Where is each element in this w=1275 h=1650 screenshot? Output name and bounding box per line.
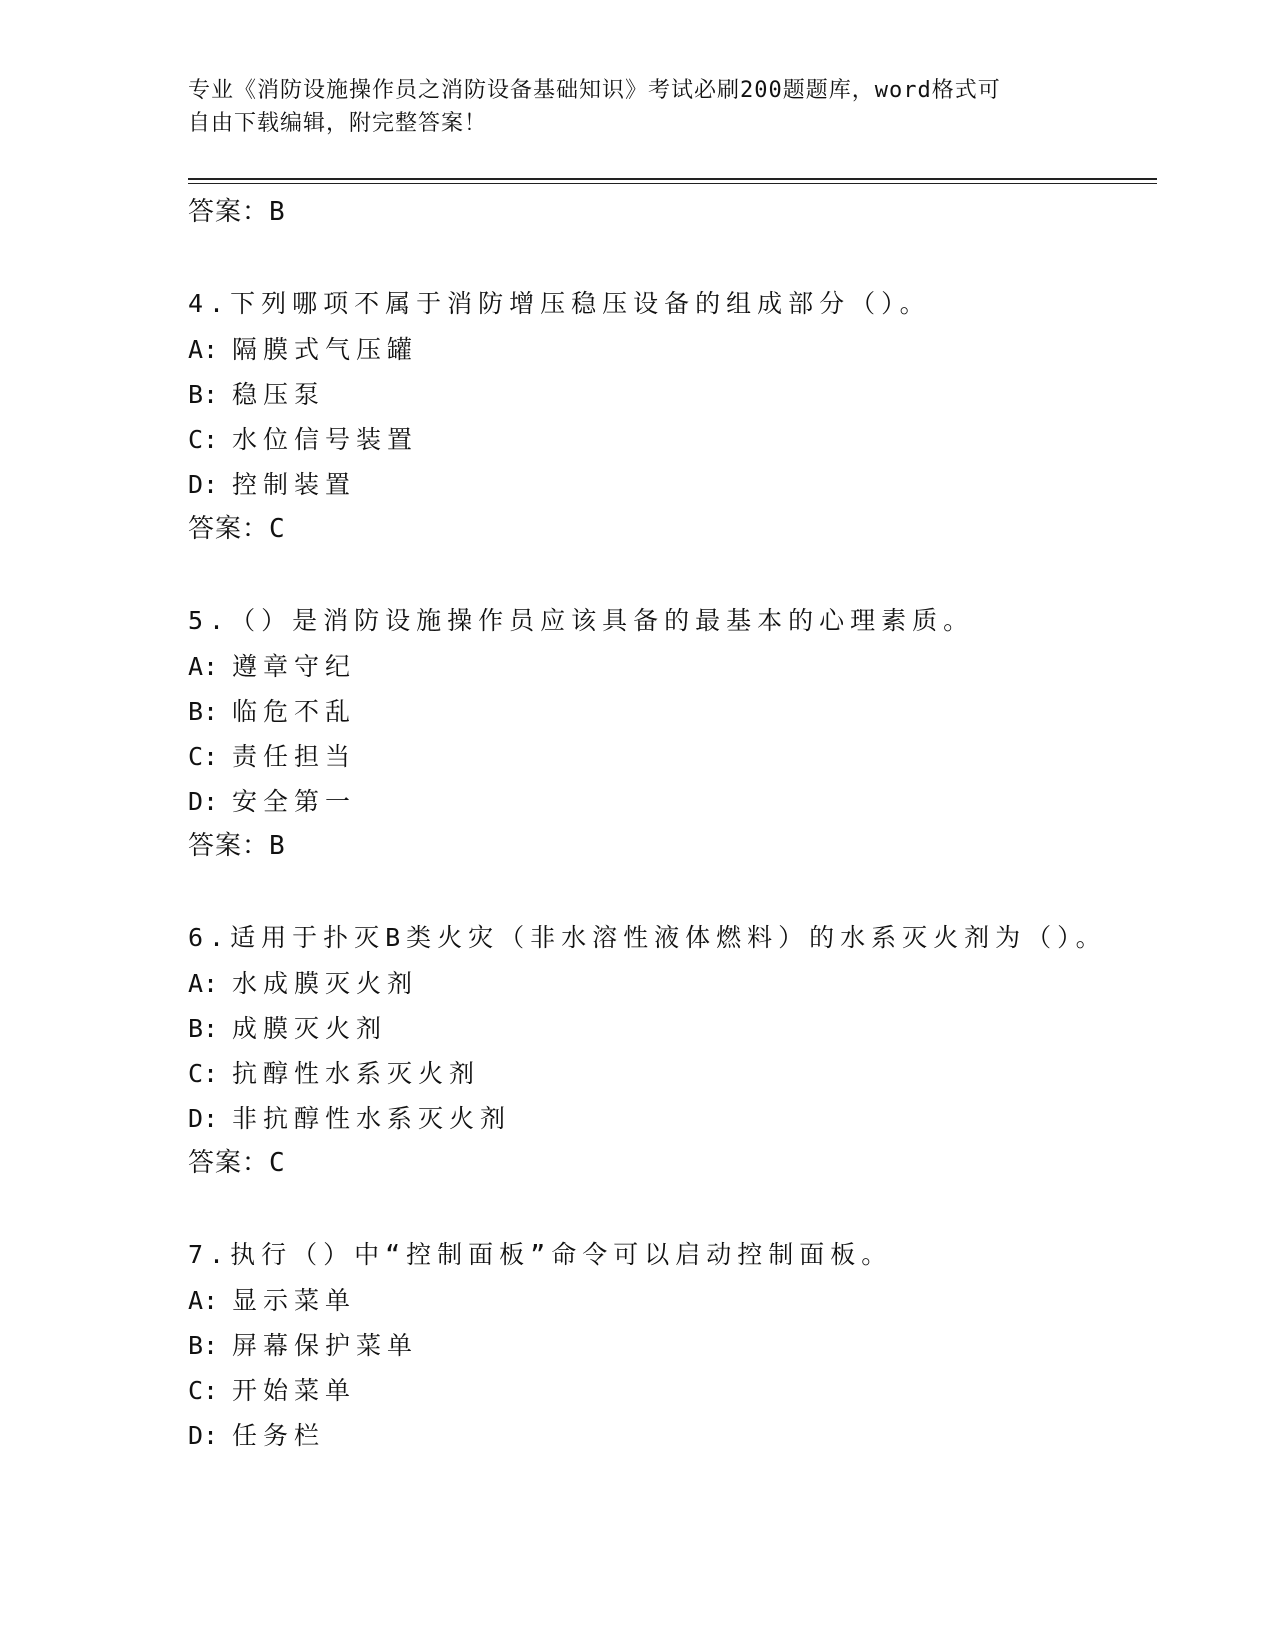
answer-line bbox=[188, 1141, 1148, 1185]
answer-value: B bbox=[269, 197, 286, 227]
answer-line bbox=[188, 507, 1148, 551]
header-divider-thin bbox=[188, 183, 1157, 184]
document-header bbox=[188, 74, 1088, 140]
spacer bbox=[188, 868, 1148, 915]
spacer bbox=[188, 234, 1148, 281]
option-label: D: bbox=[188, 787, 219, 816]
option-label: B: bbox=[188, 380, 219, 409]
option-d bbox=[188, 462, 1148, 507]
answer-line bbox=[188, 190, 1148, 234]
option-a bbox=[188, 1278, 1148, 1323]
option-label: C: bbox=[188, 1376, 219, 1405]
option-label: B: bbox=[188, 1014, 219, 1043]
option-c bbox=[188, 1368, 1148, 1413]
option-c bbox=[188, 417, 1148, 462]
answer-prefix: 答案： bbox=[188, 1148, 270, 1178]
header-line-1: 专业《消防设施操作员之消防设备基础知识》考试必刷200题题库，word格式可 bbox=[188, 78, 1001, 103]
option-label: D: bbox=[188, 1421, 219, 1450]
option-text: 水位信号装置 bbox=[232, 425, 419, 454]
option-b bbox=[188, 1006, 1148, 1051]
option-text: 显示菜单 bbox=[232, 1286, 357, 1315]
header-line-2: 自由下载编辑，附完整答案！ bbox=[188, 111, 488, 136]
option-label: D: bbox=[188, 1104, 219, 1133]
option-c bbox=[188, 1051, 1148, 1096]
option-d bbox=[188, 1413, 1148, 1458]
option-text: 临危不乱 bbox=[232, 697, 357, 726]
option-b bbox=[188, 1323, 1148, 1368]
question-block bbox=[188, 915, 1148, 1185]
option-b bbox=[188, 372, 1148, 417]
option-label: C: bbox=[188, 742, 219, 771]
option-text: 开始菜单 bbox=[232, 1376, 357, 1405]
spacer bbox=[188, 1185, 1148, 1232]
option-label: A: bbox=[188, 969, 219, 998]
answer-prefix: 答案： bbox=[188, 831, 270, 861]
option-label: D: bbox=[188, 470, 219, 499]
option-d bbox=[188, 779, 1148, 824]
option-text: 水成膜灭火剂 bbox=[232, 969, 419, 998]
option-label: C: bbox=[188, 425, 219, 454]
answer-line bbox=[188, 824, 1148, 868]
option-label: C: bbox=[188, 1059, 219, 1088]
question-block bbox=[188, 598, 1148, 868]
option-a bbox=[188, 644, 1148, 689]
answer-prefix: 答案： bbox=[188, 197, 270, 227]
option-text: 安全第一 bbox=[232, 787, 357, 816]
question-stem: 6.适用于扑灭B类火灾（非水溶性液体燃料）的水系灭火剂为（）。 bbox=[188, 923, 1107, 952]
answer-prefix: 答案： bbox=[188, 514, 270, 544]
option-text: 责任担当 bbox=[232, 742, 357, 771]
option-text: 稳压泵 bbox=[232, 380, 326, 409]
question-stem: 4.下列哪项不属于消防增压稳压设备的组成部分（）。 bbox=[188, 289, 931, 318]
option-label: A: bbox=[188, 335, 219, 364]
question-list bbox=[188, 190, 1148, 1458]
option-text: 屏幕保护菜单 bbox=[232, 1331, 419, 1360]
option-d bbox=[188, 1096, 1148, 1141]
question-stem: 7.执行（）中“控制面板”命令可以启动控制面板。 bbox=[188, 1240, 893, 1269]
option-text: 成膜灭火剂 bbox=[232, 1014, 388, 1043]
option-text: 抗醇性水系灭火剂 bbox=[232, 1059, 481, 1088]
option-text: 非抗醇性水系灭火剂 bbox=[232, 1104, 512, 1133]
question-block bbox=[188, 1232, 1148, 1458]
answer-value: C bbox=[269, 1148, 286, 1178]
option-a bbox=[188, 961, 1148, 1006]
answer-value: B bbox=[269, 831, 286, 861]
option-label: B: bbox=[188, 697, 219, 726]
question-stem: 5.（）是消防设施操作员应该具备的最基本的心理素质。 bbox=[188, 606, 975, 635]
option-c bbox=[188, 734, 1148, 779]
answer-value: C bbox=[269, 514, 286, 544]
option-b bbox=[188, 689, 1148, 734]
option-text: 任务栏 bbox=[232, 1421, 326, 1450]
option-a bbox=[188, 327, 1148, 372]
option-text: 遵章守纪 bbox=[232, 652, 357, 681]
header-divider-thick bbox=[188, 178, 1157, 180]
spacer bbox=[188, 551, 1148, 598]
option-label: B: bbox=[188, 1331, 219, 1360]
option-label: A: bbox=[188, 652, 219, 681]
option-text: 控制装置 bbox=[232, 470, 357, 499]
option-label: A: bbox=[188, 1286, 219, 1315]
option-text: 隔膜式气压罐 bbox=[232, 335, 419, 364]
question-block bbox=[188, 281, 1148, 551]
